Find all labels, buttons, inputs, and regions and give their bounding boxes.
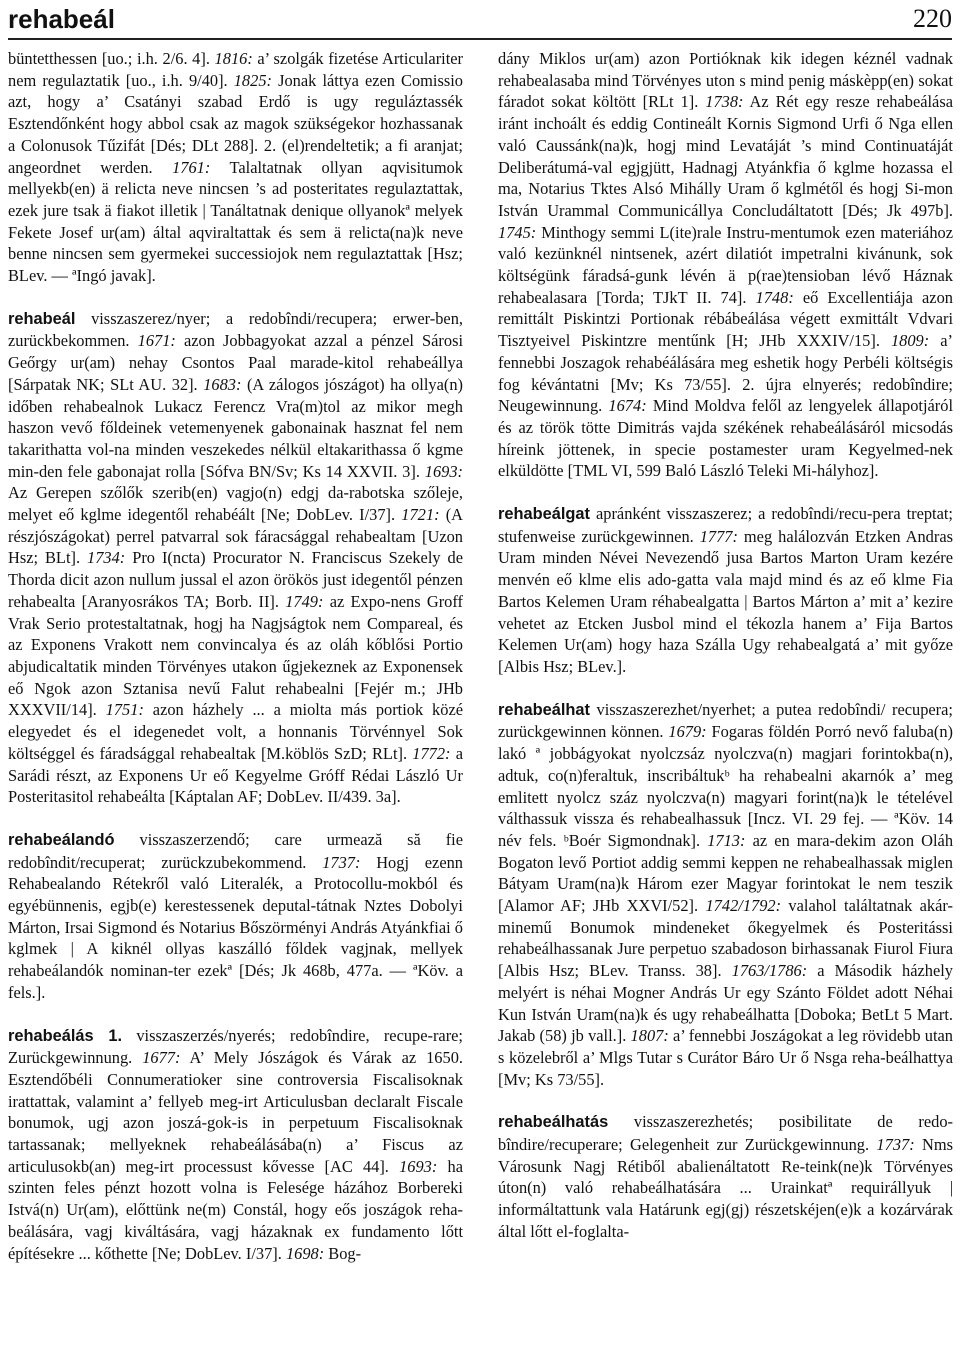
entry-headword: rehabeálhatás [498,1113,609,1132]
entry-headword: rehabeálhat [498,700,591,719]
dictionary-entry: rehabeál visszaszerez/nyer; a redobîndi/recupera; erwer-ben, zurückbekommen. 1671: azon Jobbagyokat azzal a pénzel Sárosi Geőrgy ur(am) nehay Csontos Paal marade-kitol rehabeállya [Sárpatak NK; SLt AU. 32]. 1683: (A zálogos jószágot) ha ollya(n) időben rehabealnok Lukacz Ferencz Vra(m)tol az mikor megh haszon vevő főldeinek vetemenyenek gabonainak hasznat fel nem takarithatta vol-na minden veszekedes nélkül eltakarithassa ő kgme min-den fele gabonajat rolla [Sófva BN/Sv; Ks 14 XXVII. 3]. 1693: Az Gerepen szőlők szerib(en) vagjo(n) edgj da-rabotska szőleje, melyet eő kglme idegentől rehabéált [Ne; DobLev. I/37]. 1721: (A részjószágokat) perrel patvarral sok fáracsággal rehabealtam [Uzon Hsz; BLt]. 1734: Pro I(ncta) Procurator N. Franciscus Szekely de Thorda dicit azon nullum jussal el azon örökös just idegentől pénzen rehabealta [Aranyosrákos TA; Borb. II]. 1749: az Expo-nens Groff Vrak Serio protestaltatnak, hogj ha Nagjságtok nem Compareal, és az Exponens Vrakott nem convincalya és az oláh kőblősi Portio abjudicaltatik minden Törvényes utakon űgjekeznek az Exponensek eő Ngok azon Sztanisa nevű Falut rehabealni [Fejér m.; JHb XXXVII/14]. 1751: azon házhely ... a miolta más portiok közé elegyedet és el idegenedet volt, a honnanis Törvénnyel Sok költséggel és fáradsággal rehabealtak [M.köblös SzD; RLt]. 1772: a Sarádi részt, az Exponens Ur eő Kegyelme Gróff Rédai László Ur Posteritasitol rehabeálta [Káptalan AF; DobLev. II/439. 3a]. [8,308,464,807]
citation-year: 1734: [87,548,126,568]
citation-year: 1693: [424,461,463,481]
citation-year: 1671: [137,331,176,351]
citation-year: 1751: [105,700,144,720]
entry-spacer [498,678,953,699]
dictionary-entry: rehabeálhatás visszaszerezhetés; posibilitate de redo-bîndire/recuperare; Gelegenheit zur Zurückgewinnung. 1737: Nms Városunk Nagj Rétiből abalienáltatott Re-teink(ne)k Törvényes úton(n) való rehabeálhatására ... Urainkatª requirállyuk | informáltattunk vala Határunk egj(gj) részetskéjen(e)k a kozárvárak által lőtt el-foglalta- [498,1112,953,1241]
citation-year: 1745: [498,222,537,242]
citation-year: 1772: [412,743,451,763]
entry-headword: rehabeálandó [8,830,115,849]
citation-year: 1748: [755,287,794,307]
citation-year: 1713: [707,830,746,850]
entry-spacer [8,287,463,308]
citation-year: 1674: [608,396,647,416]
citation-year: 1677: [142,1048,181,1068]
citation-year: 1809: [890,331,930,351]
citation-year: 1679: [668,722,707,742]
citation-year: 1693: [399,1156,438,1176]
header-rule [8,38,952,40]
dictionary-entry: rehabeálhat visszaszerezhet/nyerhet; a putea redobîndi/ recupera; zurückgewinnen können. 1679: Fogaras földén Porró nevő faluba(n) lakó ª jobbágyokat nyolczsáz nyolczva(n) magjari forintokba(n), adtuk, co(n)feraltuk, inscribáltukᵇ ha rehabealni akarnók a’ meg emlitett nyolcz száz nyolczva(n) magyari forint(na)k le tételével válthassuk vissza és rehabealhassuk [Incz. VI. 29 fej. — ªKöv. 14 név fels. ᵇBoér Sigmondnak]. 1713: az en mara-dekim azon Oláh Bogaton levő Portiot addig semmi keppen ne rehabealhassak miglen Bátyam Uram(na)k Három ezer Magyar forintokat le nem teszik [Alamor AF; JHb XXVI/52]. 1742/1792: valahol találtatnak akár-minemű Bonumok mindeneket őkegyelmek és Posteritássi rehabeálhassanak Jure perpetuo szabadoson birhassanak Fiurol Fiura [Albis Hsz; BLev. Transs. 38]. 1763/1786: a Második házhely melyért is néhai Mogner András Ur egy Szánto Földet adott Néhai Kun István Uram(na)k és ugy rehabeálhatta [Doboka; BetLt 5 Mart. Jakab (58) jb vall.]. 1807: a’ fennebbi Joszágokat a leg rövidebb utan s közelebről a’ Mlgs Tutar s Curátor Báro Ur ő Nsga reha-beálhattya [Mv; Ks 73/55]. [498,699,954,1089]
dictionary-entry: rehabeálás 1. visszaszerzés/nyerés; redobîndire, recupe-rare; Zurückgewinnung. 1677: A’ Mely Jószágok és Várak az 1650. Esztendőbéli Connumeratioker sine controversia Fiscalisoknak irattattak, valamint a’ fellyeb meg-irt Articulusban declaralt Fiscale bonumok, ugj azon joszá-gok-is in perpetuum Fiscalisoknak tartassanak; mellyeknek rehabeálásába(n) a’ Fiscus az articulusokb(an) meg-irt processust kővesse [AC 44]. 1693: ha szinten feles pénzt hozott volna is Felesége házához Borbereki Istvá(n) Ur(am), előttünk ne(m) Constál, hogy eős joszágok reha-beálására, vagj kiváltására, vagj házaknak ex fundamento lőtt építésekre ... kőthette [Ne; DobLev. I/37]. 1698: Bog- [8,1025,463,1263]
entry-spacer [8,808,463,829]
entry-spacer [8,1004,463,1025]
citation-year: 1738: [705,92,744,112]
right-column [498,48,953,1243]
citation-year: 1737: [322,852,361,872]
page-number: 220 [913,4,952,33]
running-headword: rehabeál [8,4,115,34]
citation-year: 1737: [876,1135,915,1155]
dictionary-entry: rehabeálandó visszaszerzendő; care urmează să fie redobîndit/recuperat; zurückzubekommend. 1737: Hogj ezenn Rehabealando Rétekről való Literalék, a Protocollu-mokból és egyébünnenis, egjb(e) kerestessenek deputal-tátnak Nztes Dobolyi Márton, Irsai Sigmond és Notarius Bőszörményi András Atyánkfiai ő kglmek | A kiknél ollyas kaszálló főldek vagjnak, mellyek rehabeálandók nominan-ter ezekª [Dés; Jk 468b, 477a. — ªKöv. a fels.]. [8,829,463,1002]
citation-year: 1825: [233,70,272,90]
entry-headword: rehabeálgat [498,505,591,524]
entry-headword: rehabeálás 1. [8,1026,123,1045]
entry-spacer [498,482,953,503]
citation-year: 1749: [285,591,324,611]
citation-year: 1807: [630,1026,669,1046]
citation-year: 1816: [214,49,253,68]
citation-year: 1683: [203,374,242,394]
entry-spacer [498,1090,953,1111]
citation-year: 1761: [172,157,211,177]
entry-continuation: dány Miklos ur(am) azon Portióknak kik idegen kéznél vadnak rehabealasaba mind Törvényes uton s mind penig máskèpp(en) sokat fáradot sokat költött [RLt 1]. 1738: Az Rét egy resze rehabeálása iránt inchoált és eddig Contineált Kornis Sigmond Urfi ő Nga ellen való Caussánk(na)k, hogj mind Levatáját ’s mind Continuatáját Deliberátumá-val egjgjütt, Hadnagj Atyánkfia ő kglme hozassa el ma, Notarius Tktes Alsó Mihálly Uram ő kglmétől és hogj Si-mon István Urammal Communicállya Concludáltatott [Dés; Jk 497b]. 1745: Minthogy semmi L(ite)rale Instru-mentumok ezen materiához való kezünknél nintsenek, azért dilatiót impetralni kivánunk, sok költségünk fáradsá-gunk lévén ä p(rae)tensioban lévő Háznak rehabealasara [Torda; TJkT II. 74]. 1748: eő Excellentiája azon remittált Piskintzi Portionak rébábeálása végett exmittált Vdvari Tisztyeivel Piskintzre mentűnk [H; JHb XXXIV/15]. 1809: a’ fennebbi Joszagok rehabéálására meg eshetik hogy Perbéli költségis fog kévántatni [Mv; Ks 73/55]. 2. újra elnyerés; redobîndire; Neugewinnung. 1674: Mind Moldva felől az lengyelek állapotjáról és az török tötte Dimitrás vajda székének rehabeálásáról micsodás híreink jöttenek, in specie postamester uram Kegyelmed-nek elküldötte [TML VI, 599 Baló László Teleki Mi-hályhoz]. [498,49,954,481]
citation-year: 1742/1792: [705,896,782,916]
citation-year: 1777: [699,526,738,546]
citation-year: 1763/1786: [731,961,808,981]
entry-headword: rehabeál [8,309,76,328]
dictionary-entry: rehabeálgat apránként visszaszerez; a redobîndi/recu-pera treptat; stufenweise zurückgewinnen. 1777: meg halálozván Etzken Andras Uram minden Névei Nevezendő jusa Bartos Marton Uram kezére menvén eő klme elis ado-gatta vala majd mind és az eő klme Fia Bartos Kelemen Uram réhabealgatta | Bartos Márton a’ mit a’ kezire vehetet az Etcken Jusbol mind el tékozla hanem a’ Fija Bartos Kelemen Ur(am) hogy haza Szálla Ugy rehabealgatá a’ mit győze [Albis Hsz; BLev.]. [498,504,953,676]
entry-continuation: büntetthessen [uo.; i.h. 2/6. 4]. 1816: a’ szolgák fizetése Articulariter nem regulaztatik [uo., i.h. 9/40]. 1825: Jonak láttya ezen Comissio azt, hogy a’ Csatányi szabad Erdő is ugy reguláztassék Esztendőnként hogy abbol csak az magok szükségekor hozhassanak a Colonusok Tűzifát [Dés; DLt 288]. 2. (el)rendeltetik; a fi aranjat; angeordnet werden. 1761: Talaltatnak ollyan aqvisitumok mellyekb(en) ä relicta neve nincsen ’s ad posteritates regulaztattak, ezek jure tsak ä fiakot illetik | Tanáltatnak denique ollyanokª melyek Fekete Josef ur(am) által aqviraltattak és sem ä relicta(na)k neve benne nincsen sem gyermekei successiojok nem regulaztattak [Hsz; BLev. — ªIngó javak]. [8,49,464,286]
left-column [8,48,463,1264]
citation-year: 1698: [285,1243,325,1263]
citation-year: 1721: [401,505,440,525]
running-header [8,4,952,38]
